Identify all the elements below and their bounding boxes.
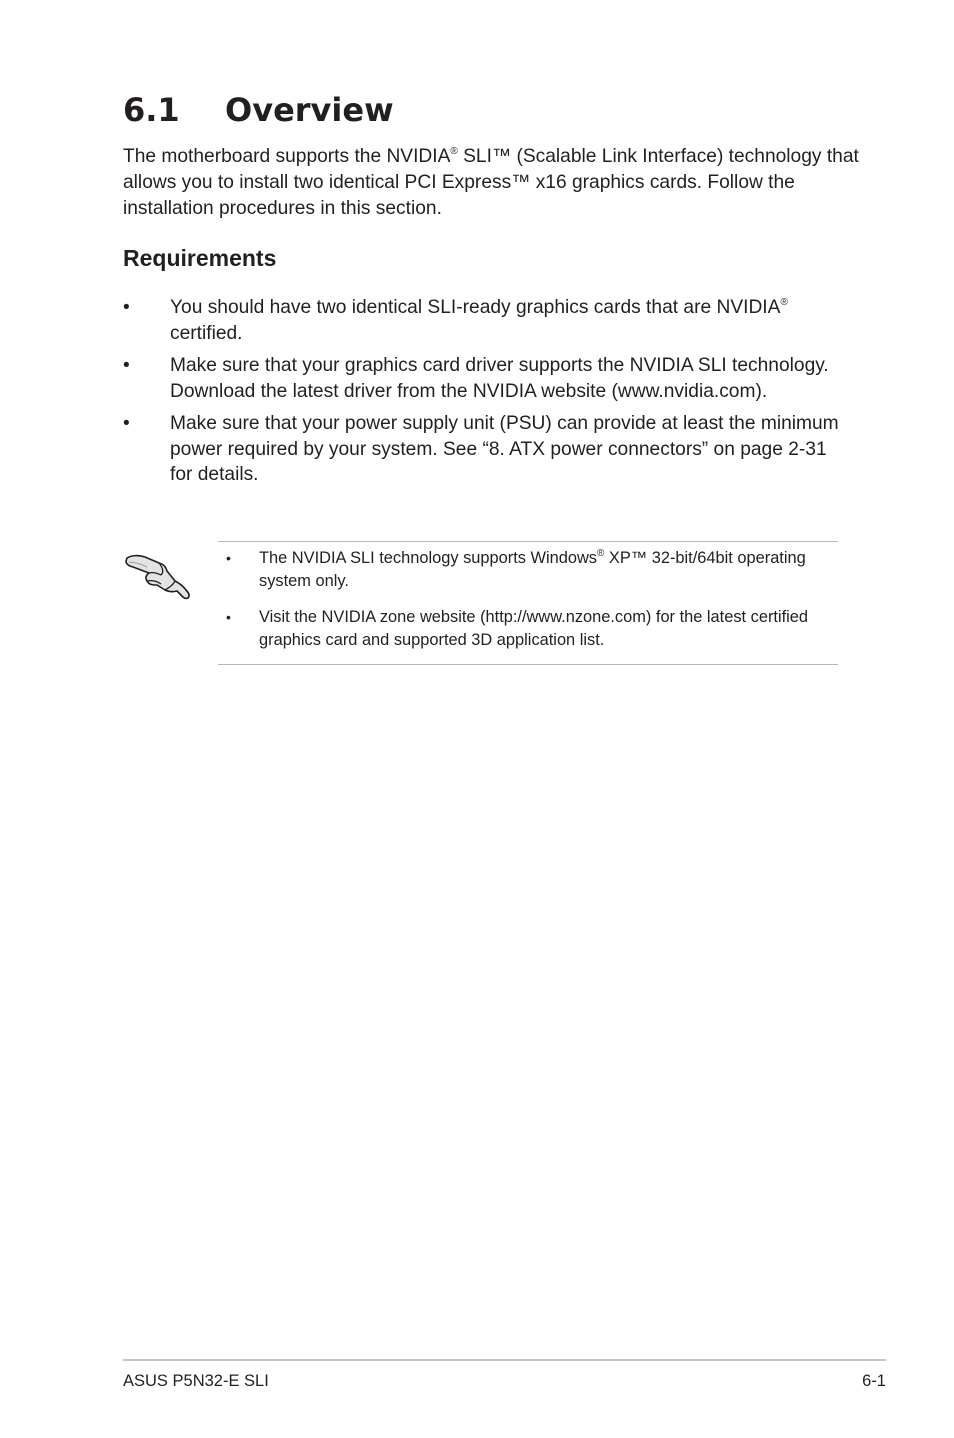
- registered-mark: ®: [597, 547, 605, 559]
- list-item: [123, 295, 853, 346]
- list-item-text: You should have two identical SLI-ready graphics cards that are NVIDIA: [170, 297, 781, 318]
- bullet: •: [123, 355, 130, 376]
- requirements-heading: Requirements: [123, 245, 277, 271]
- footer-divider: [123, 1359, 886, 1361]
- list-item: [123, 353, 853, 404]
- footer-product-name: ASUS P5N32-E SLI: [123, 1372, 269, 1390]
- intro-text-part1: The motherboard supports the NVIDIA: [123, 146, 451, 167]
- note-item-text: The NVIDIA SLI technology supports Windows: [259, 549, 597, 567]
- registered-mark: ®: [780, 296, 788, 308]
- pointing-hand-icon: [123, 545, 195, 601]
- note-item-text: Visit the NVIDIA zone website (http://www.nzone.com) for the latest certified graphics card and supported 3D application list.: [259, 608, 809, 649]
- section-title: [123, 88, 394, 132]
- bullet: •: [226, 609, 231, 625]
- note-item: [226, 606, 841, 652]
- list-item-text-after: certified.: [170, 322, 243, 344]
- intro-text-part2: SLI™ (Scalable Link Interface) technology that allows you to install two identical PCI Express™ x16 graphics cards. Follow the installation procedures in this section.: [123, 146, 859, 219]
- section-title-text: Overview: [225, 91, 394, 129]
- registered-mark: ®: [450, 145, 458, 157]
- requirements-list: [123, 295, 853, 495]
- section-number: 6.1: [123, 91, 180, 129]
- footer-page-number: 6-1: [862, 1372, 886, 1390]
- list-item: [123, 411, 853, 488]
- note-item: [226, 547, 841, 593]
- bullet: •: [123, 413, 130, 434]
- intro-paragraph: [123, 144, 863, 222]
- note-item-text-after: XP™ 32-bit/64bit operating system only.: [259, 549, 806, 590]
- bullet: •: [123, 297, 130, 318]
- note-list: [226, 547, 841, 665]
- bullet: •: [226, 550, 231, 566]
- list-item-text: Make sure that your power supply unit (PSU) can provide at least the minimum power required by your system. See “8. ATX power connectors” on page 2-31 for details.: [170, 413, 839, 485]
- list-item-text: Make sure that your graphics card driver supports the NVIDIA SLI technology. Download the latest driver from the NVIDIA website (www.nvidia.com).: [170, 355, 829, 402]
